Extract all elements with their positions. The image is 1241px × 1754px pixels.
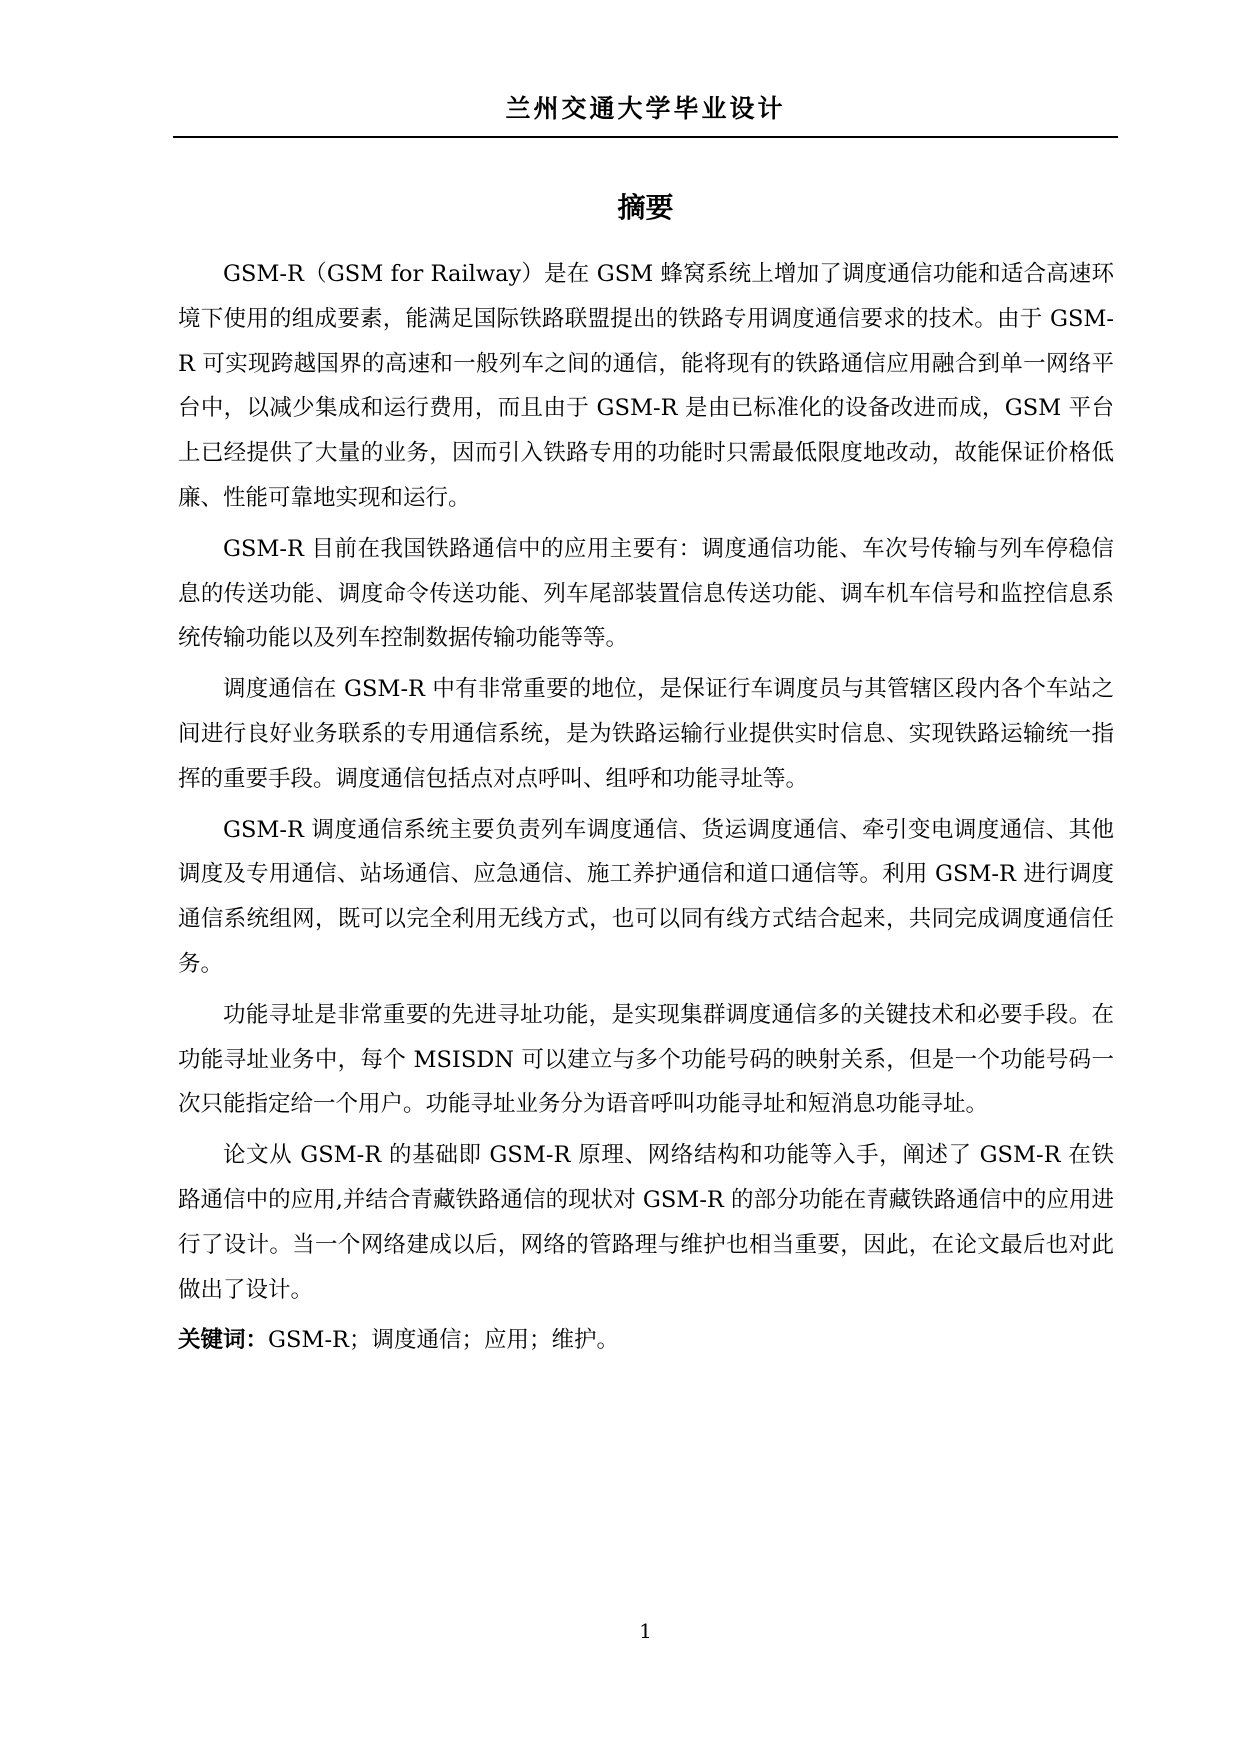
keywords-line — [178, 1318, 1114, 1363]
abstract-heading: 摘要 — [617, 191, 674, 224]
header-title: 兰州交通大学毕业设计 — [505, 94, 786, 123]
keywords-label: 关键词： — [178, 1327, 269, 1354]
page-number: 1 — [639, 1619, 652, 1643]
keywords-value: GSM-R；调度通信；应用；维护。 — [268, 1327, 619, 1354]
abstract-paragraph-4: GSM-R 调度通信系统主要负责列车调度通信、货运调度通信、牵引变电调度通信、其他调度及专用通信、站场通信、应急通信、施工养护通信和道口通信等。利用 GSM-R 进行调度通信系统组网，既可以完全利用无线方式，也可以同有线方式结合起来，共同完成调度通信任务。 — [178, 816, 1114, 977]
abstract-paragraph-1: GSM-R（GSM for Railway）是在 GSM 蜂窝系统上增加了调度通信功能和适合高速环境下使用的组成要素，能满足国际铁路联盟提出的铁路专用调度通信要求的技术。由于 GSM-R 可实现跨越国界的高速和一般列车之间的通信，能将现有的铁路通信应用融合到单一网络平台中，以减少集成和运行费用，而且由于 GSM-R 是由已标准化的设备改进而成，GSM 平台上已经提供了大量的业务，因而引入铁路专用的功能时只需最低限度地改动，故能保证价格低廉、性能可靠地实现和运行。 — [178, 261, 1114, 511]
abstract-paragraph-6: 论文从 GSM-R 的基础即 GSM-R 原理、网络结构和功能等入手，阐述了 GSM-R 在铁路通信中的应用,并结合青藏铁路通信的现状对 GSM-R 的部分功能在青藏铁路通信中的应用进行了设计。当一个网络建成以后，网络的管路理与维护也相当重要，因此，在论文最后也对此做出了设计。 — [178, 1142, 1114, 1303]
abstract-body — [178, 252, 1114, 1363]
abstract-paragraph-3: 调度通信在 GSM-R 中有非常重要的地位，是保证行车调度员与其管辖区段内各个车站之间进行良好业务联系的专用通信系统，是为铁路运输行业提供实时信息、实现铁路运输统一指挥的重要手段。调度通信包括点对点呼叫、组呼和功能寻址等。 — [178, 676, 1114, 792]
abstract-paragraph-5: 功能寻址是非常重要的先进寻址功能，是实现集群调度通信多的关键技术和必要手段。在功能寻址业务中，每个 MSISDN 可以建立与多个功能号码的映射关系，但是一个功能号码一次只能指定给一个用户。功能寻址业务分为语音呼叫功能寻址和短消息功能寻址。 — [178, 1001, 1114, 1118]
abstract-paragraph-2: GSM-R 目前在我国铁路通信中的应用主要有：调度通信功能、车次号传输与列车停稳信息的传送功能、调度命令传送功能、列车尾部装置信息传送功能、调车机车信号和监控信息系统传输功能以及列车控制数据传输功能等等。 — [178, 535, 1114, 652]
page-header — [173, 92, 1118, 138]
